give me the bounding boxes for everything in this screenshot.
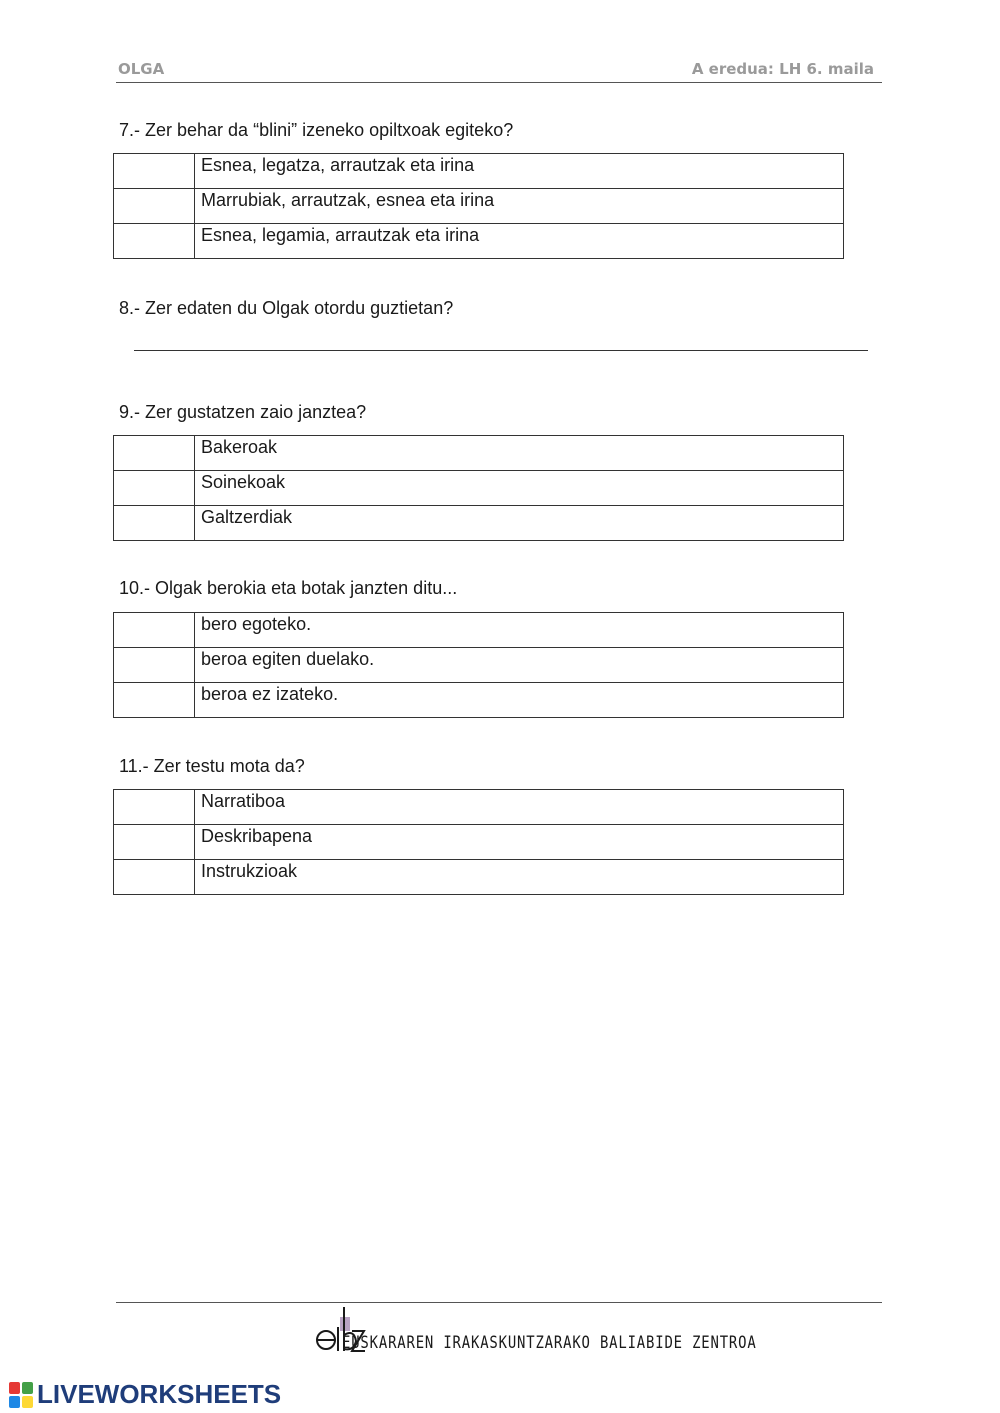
- answer-checkbox[interactable]: [114, 860, 195, 895]
- question-7: 7.- Zer behar da “blini” izeneko opiltxoak egiteko?: [119, 120, 514, 140]
- option-row: [114, 790, 844, 825]
- header-divider: [116, 82, 882, 83]
- option-label: Marrubiak, arrautzak, esnea eta irina: [195, 189, 844, 224]
- option-row: [114, 825, 844, 860]
- option-label: Bakeroak: [195, 436, 844, 471]
- option-label: Soinekoak: [195, 471, 844, 506]
- question-9: 9.- Zer gustatzen zaio janztea?: [119, 402, 367, 422]
- question-8: 8.- Zer edaten du Olgak otordu guztietan?: [119, 298, 454, 318]
- options-table-7: [113, 153, 844, 259]
- option-label: Instrukzioak: [195, 860, 844, 895]
- header-title: OLGA: [118, 60, 165, 78]
- option-label: beroa egiten duelako.: [195, 648, 844, 683]
- liveworksheets-watermark: LIVEWORKSHEETS: [37, 1379, 282, 1409]
- answer-checkbox[interactable]: [114, 648, 195, 683]
- question-10: 10.- Olgak berokia eta botak janzten ditu...: [119, 578, 458, 598]
- liveworksheets-logo-icon: [8, 1380, 36, 1410]
- option-row: [114, 189, 844, 224]
- answer-input-line[interactable]: [134, 350, 868, 351]
- option-label: Esnea, legatza, arrautzak eta irina: [195, 154, 844, 189]
- option-row: [114, 683, 844, 718]
- options-table-9: [113, 435, 844, 541]
- option-row: [114, 471, 844, 506]
- option-row: [114, 224, 844, 259]
- option-label: beroa ez izateko.: [195, 683, 844, 718]
- option-label: Esnea, legamia, arrautzak eta irina: [195, 224, 844, 259]
- options-table-10: [113, 612, 844, 718]
- org-name: EUSKARAREN IRAKASKUNTZARAKO BALIABIDE ZENTROA: [342, 1333, 757, 1353]
- answer-checkbox[interactable]: [114, 506, 195, 541]
- answer-checkbox[interactable]: [114, 471, 195, 506]
- option-row: [114, 154, 844, 189]
- answer-checkbox[interactable]: [114, 189, 195, 224]
- options-table-11: [113, 789, 844, 895]
- answer-checkbox[interactable]: [114, 613, 195, 648]
- answer-checkbox[interactable]: [114, 436, 195, 471]
- answer-checkbox[interactable]: [114, 224, 195, 259]
- option-row: [114, 436, 844, 471]
- answer-checkbox[interactable]: [114, 154, 195, 189]
- option-label: Narratiboa: [195, 790, 844, 825]
- footer-divider: [116, 1302, 882, 1303]
- option-row: [114, 613, 844, 648]
- option-label: bero egoteko.: [195, 613, 844, 648]
- header-level: A eredua: LH 6. maila: [691, 60, 874, 78]
- option-label: Galtzerdiak: [195, 506, 844, 541]
- answer-checkbox[interactable]: [114, 683, 195, 718]
- option-row: [114, 506, 844, 541]
- question-11: 11.- Zer testu mota da?: [119, 756, 305, 776]
- option-row: [114, 860, 844, 895]
- answer-checkbox[interactable]: [114, 825, 195, 860]
- answer-checkbox[interactable]: [114, 790, 195, 825]
- option-label: Deskribapena: [195, 825, 844, 860]
- option-row: [114, 648, 844, 683]
